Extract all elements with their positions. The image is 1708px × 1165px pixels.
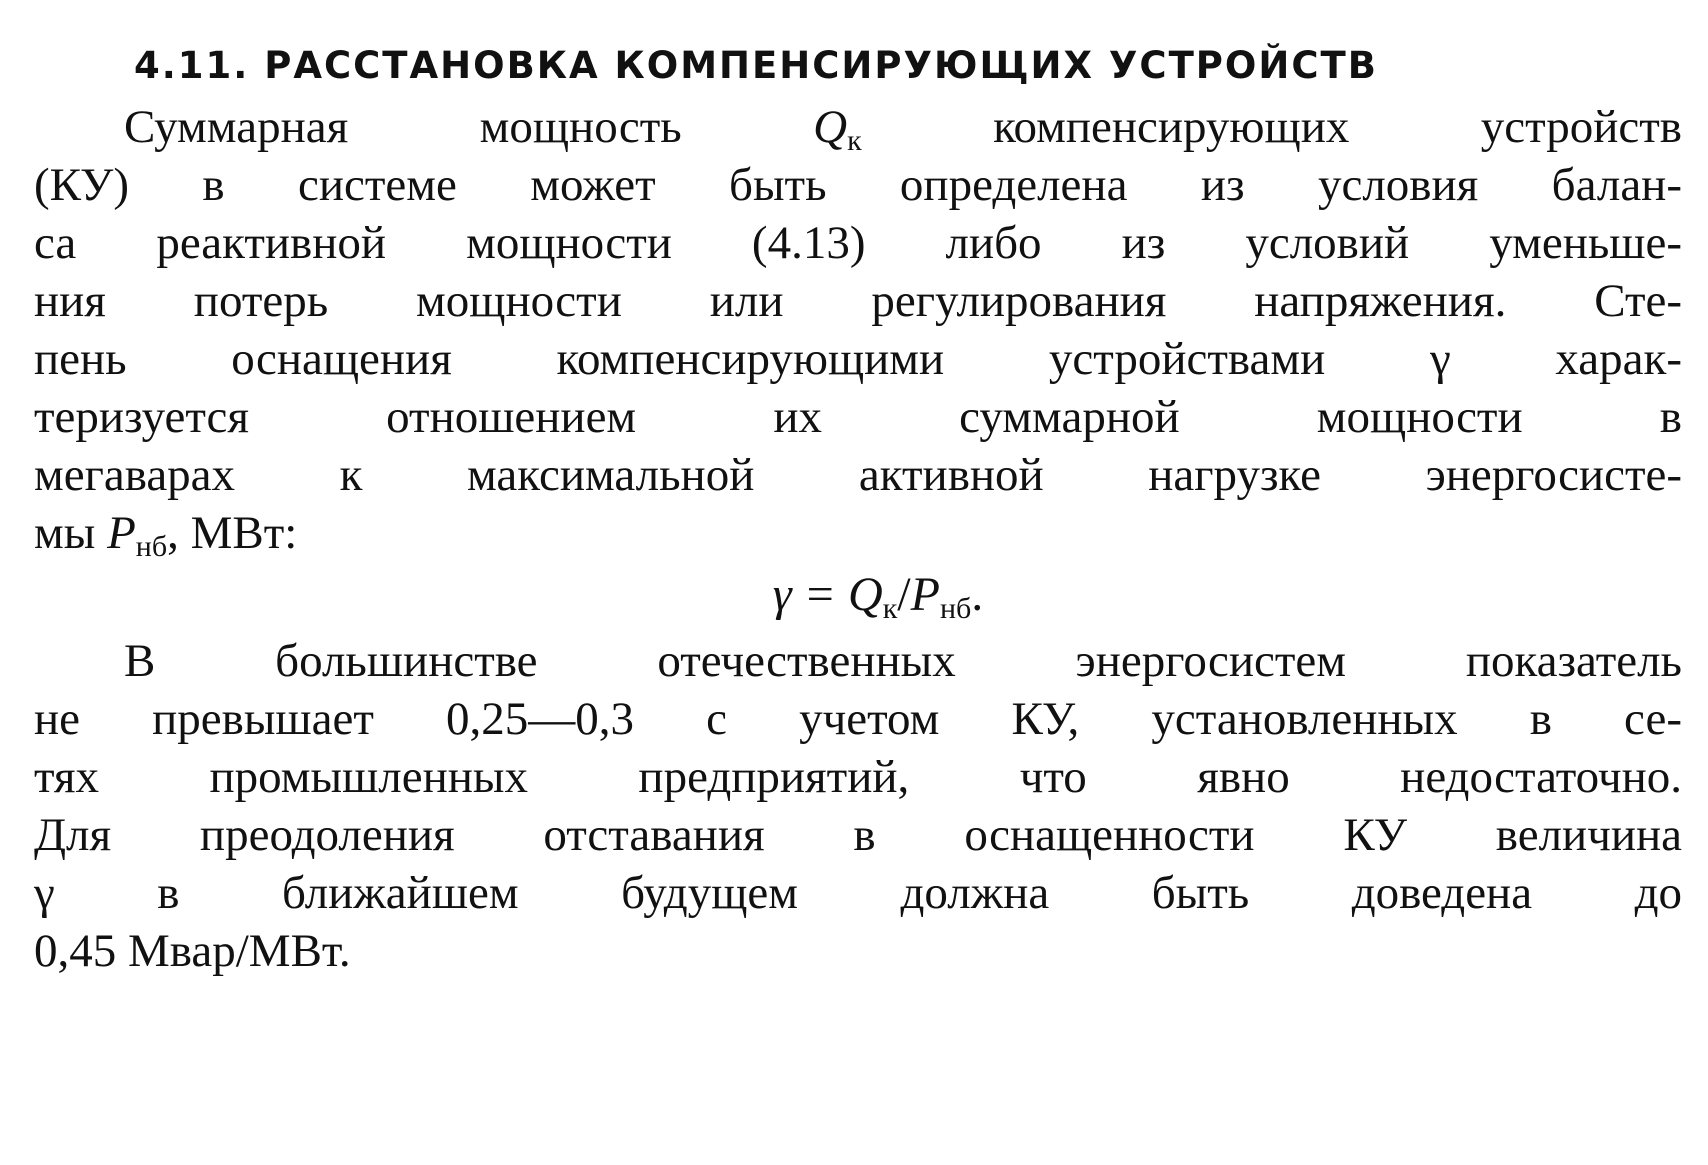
symbol-q: Q	[813, 101, 848, 153]
paragraph-2	[34, 632, 1682, 980]
section-heading: 4.11. РАССТАНОВКА КОМПЕНСИРУЮЩИХ УСТРОЙСТВ	[134, 44, 1378, 87]
symbol-q-subscript: к	[847, 124, 862, 157]
paragraph-1-line-4: ния потерь мощности или регулирования напряжения. Сте-	[34, 275, 1682, 327]
paragraph-1-line-2: (КУ) в системе может быть определена из условия балан-	[34, 159, 1682, 211]
paragraph-1-line-1: Суммарная мощность $Q_к$ компенсирующих устройств	[124, 101, 1682, 157]
paragraph-1-line-8: мы $P_{нб}$, МВт:	[34, 507, 298, 563]
paragraph-1-line-3: са реактивной мощности (4.13) либо из условий уменьше-	[34, 217, 1682, 269]
paragraph-2-line-3: тях промышленных предприятий, что явно недостаточно.	[34, 751, 1682, 803]
symbol-p: P	[107, 507, 136, 559]
paragraph-2-line-5: γ в ближайшем будущем должна быть доведена до	[34, 867, 1682, 919]
paragraph-1-line-6: теризуется отношением их суммарной мощности в	[34, 391, 1682, 443]
symbol-p-subscript: нб	[135, 530, 168, 563]
paragraph-2-line-2: не превышает 0,25—0,3 с учетом КУ, установленных в се-	[34, 693, 1682, 745]
paragraph-2-line-4: Для преодоления отставания в оснащенности КУ величина	[34, 809, 1682, 861]
paragraph-1	[34, 98, 1682, 562]
paragraph-1-line-5: пень оснащения компенсирующими устройствами γ харак-	[34, 333, 1682, 385]
paragraph-2-line-1: В большинстве отечественных энергосистем показатель	[124, 635, 1682, 687]
paragraph-2-line-6: 0,45 Мвар/МВт.	[34, 925, 351, 977]
paragraph-1-line-7: мегаварах к максимальной активной нагрузке энергосисте-	[34, 449, 1682, 501]
document-page	[34, 38, 1682, 980]
formula-gamma: $\gamma = Q_к/P_{нб}$.	[772, 568, 984, 625]
